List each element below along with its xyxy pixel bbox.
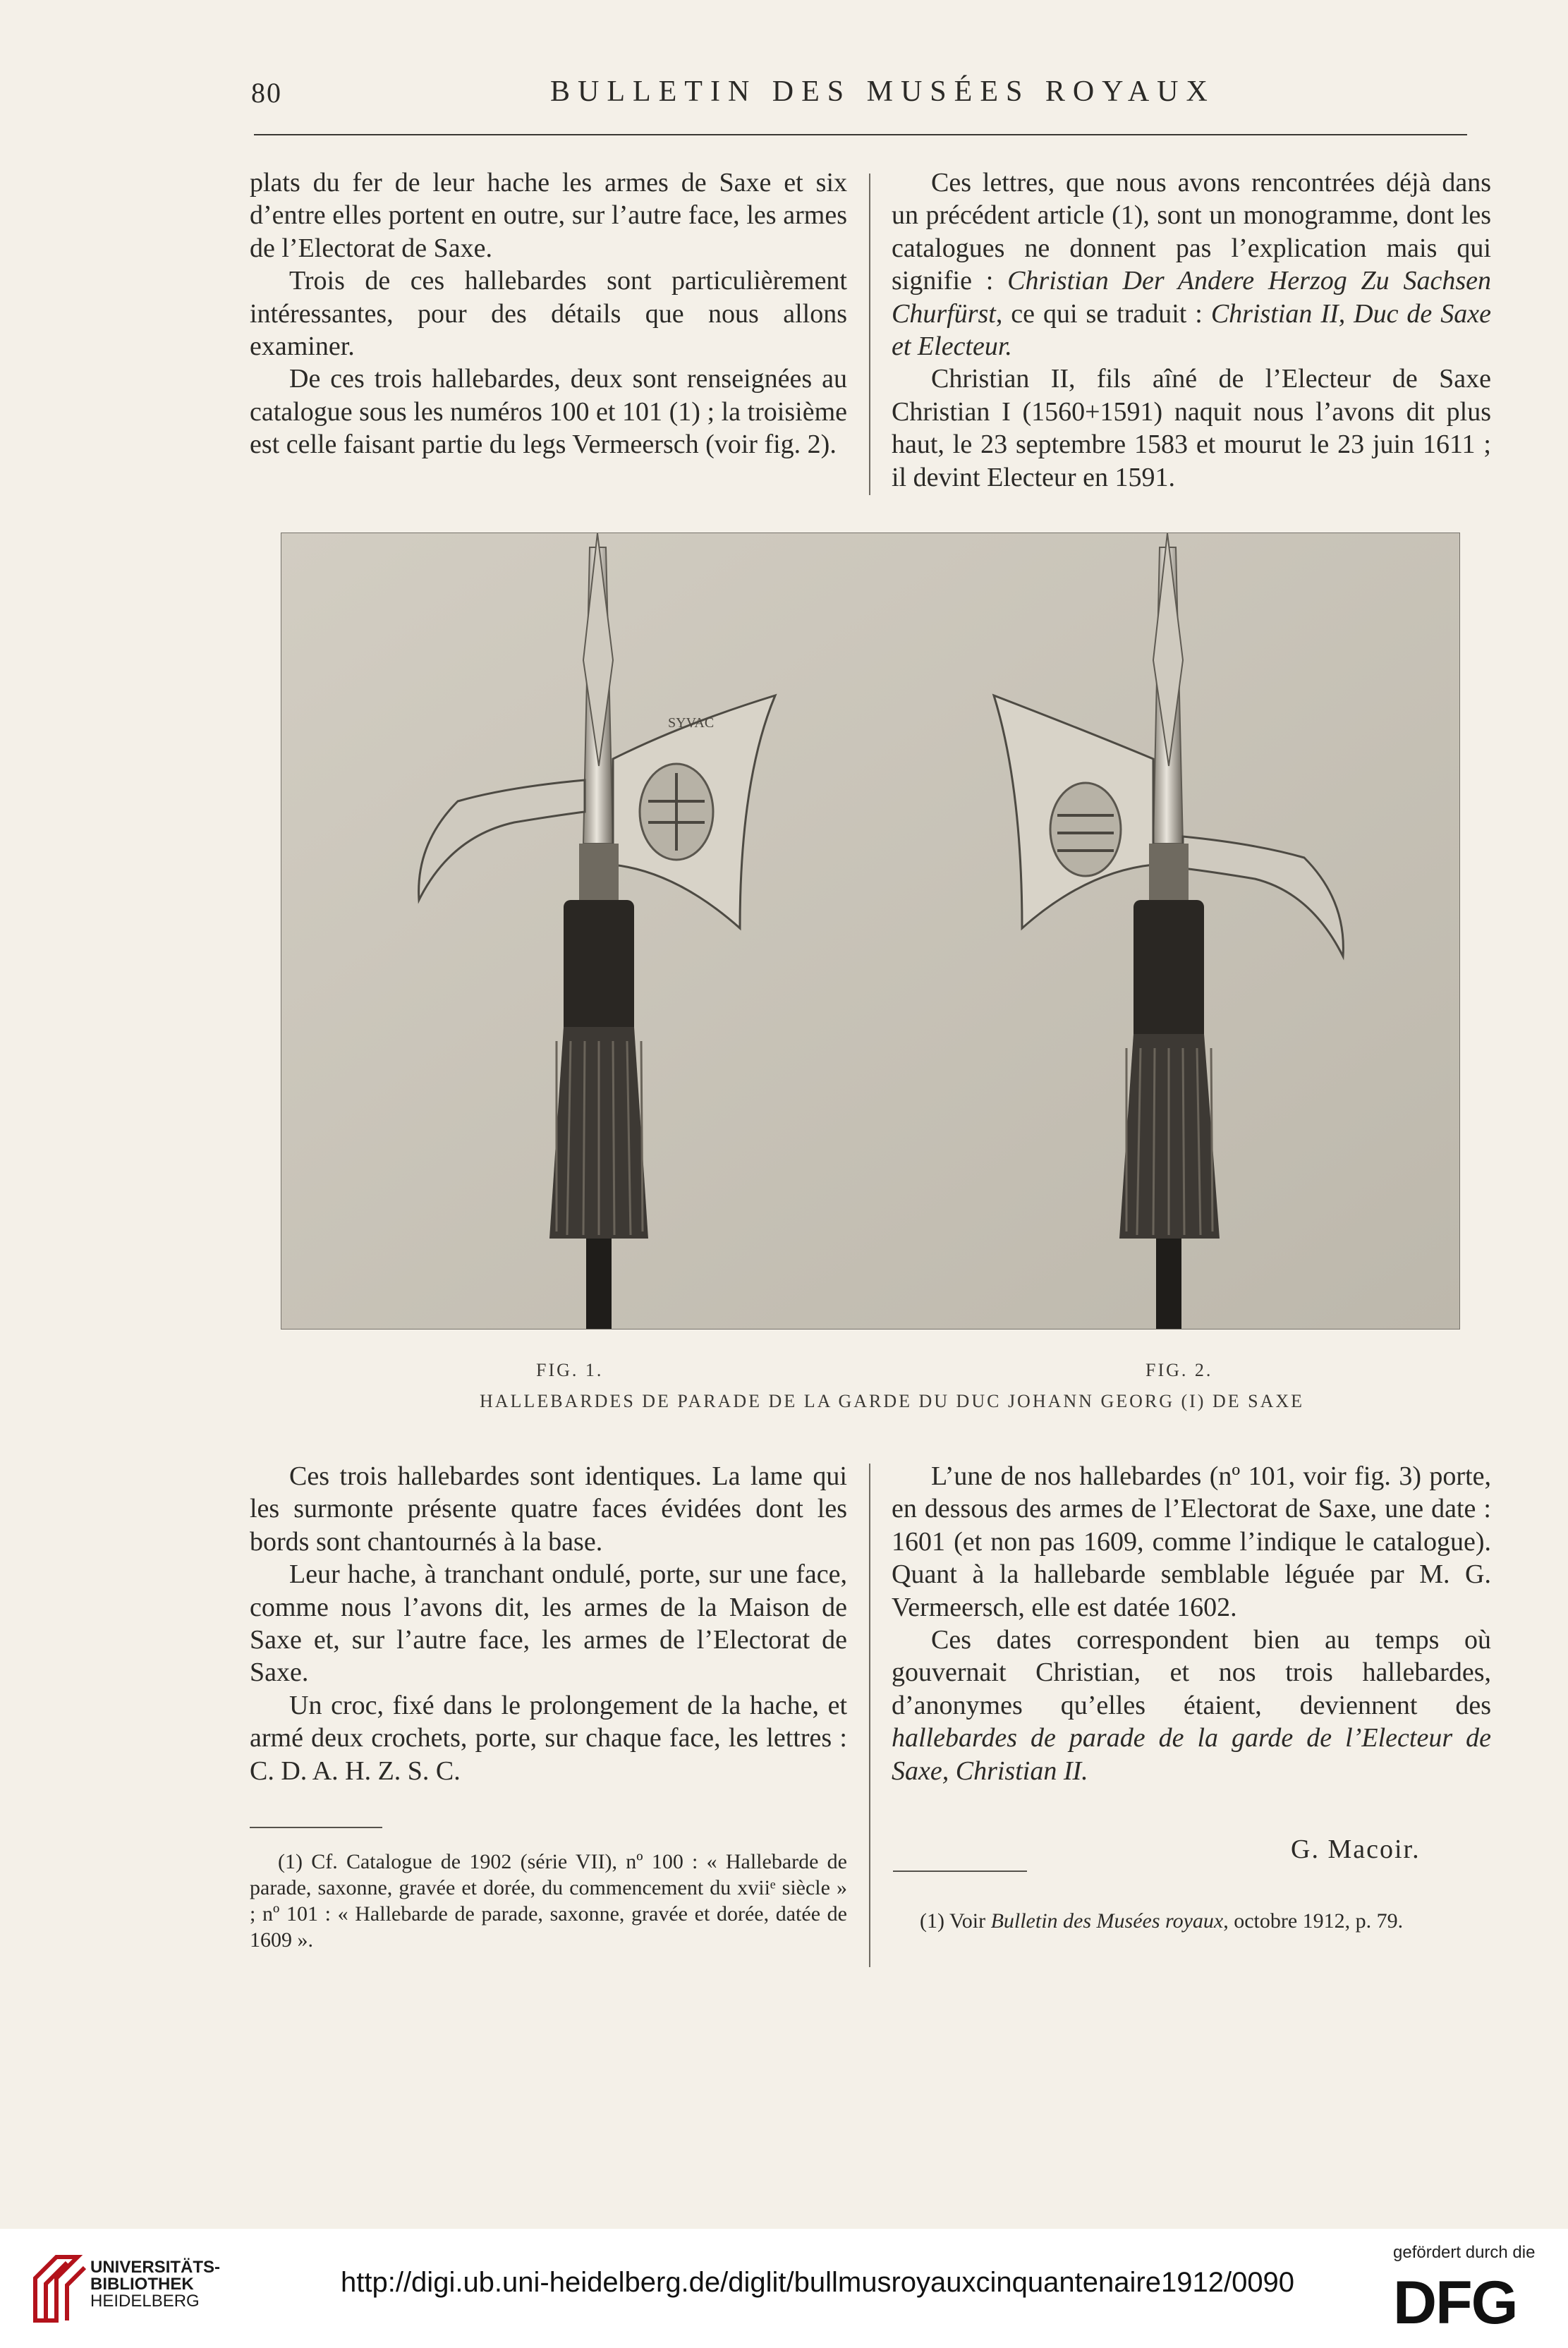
engraving-letters: SYVAC [668,715,715,731]
paragraph [892,166,1491,363]
library-line: HEIDELBERG [90,2292,200,2311]
italic-run: hallebardes de parade de la garde de l’Electeur de Saxe, Christian II. [892,1723,1491,1786]
halberds-photograph [281,533,1460,1330]
author-signature: G. Macoir. [1291,1835,1421,1864]
text-run: (1) Voir [920,1909,991,1933]
paragraph [892,1624,1491,1787]
fig2-label: FIG. 2. [1145,1360,1213,1380]
italic-run: Christian Der Andere Herzog Zu Sachsen Churfürst [892,266,1491,329]
paragraph: Trois de ces hallebardes sont particulièrement intéressantes, pour des détails que nous allons examiner. [250,266,847,362]
text-run: , octobre 1912, p. 79. [1223,1909,1404,1933]
column-rule [869,174,870,495]
paragraph: Ces trois hallebardes sont identiques. La lame qui les surmonte présente quatre faces évidées dont les bords sont chantournés à la base. [250,1461,847,1557]
library-name [90,2259,220,2310]
library-logo-icon [28,2250,92,2328]
paragraph: Leur hache, à tranchant ondulé, porte, sur une face, comme nous l’avons dit, les armes de la Maison de Saxe et, sur l’autre face, les armes de l’Electorat de Saxe. [250,1559,847,1688]
footnote-rule [893,1871,1027,1872]
text-run: , ce qui se traduit : [995,298,1211,329]
dfg-logo: DFG [1393,2269,1517,2337]
paragraph: Un croc, fixé dans le prolongement de la hache, et armé deux crochets, porte, sur chaque face, les lettres : C. D. A. H. Z. S. C. [250,1690,847,1786]
funding-note: gefördert durch die [1393,2243,1536,2262]
footnote-right [892,1908,1491,1934]
footnote-left [250,1849,847,1953]
text-run: Ces dates correspondent bien au temps où gouvernait Christian, et nos trois hallebardes, d’anonymes qu’elles étaient, deviennent des [892,1625,1491,1720]
fig1-label: FIG. 1. [536,1360,604,1380]
footnote-text [892,1908,1491,1934]
library-line: UNIVERSITÄTS- [90,2258,221,2277]
figure-caption: HALLEBARDES DE PARADE DE LA GARDE DU DUC JOHANN GEORG (I) DE SAXE [480,1391,1305,1411]
bottom-right-column [892,1460,1491,1787]
italic-run: Christian II, Duc de Saxe et Electeur. [892,298,1492,362]
footnote-rule [250,1827,382,1828]
header-rule [254,134,1467,135]
bottom-left-column [250,1460,847,1787]
footnote-text: (1) Cf. Catalogue de 1902 (série VII), nº 100 : « Hallebarde de parade, saxonne, gravée et dorée, du commencement du xviiᵉ siècle » ; nº 101 : « Hallebarde de parade, saxonne, gravée et dorée, datée de 1609 ». [250,1850,847,1952]
library-line: BIBLIOTHEK [90,2275,194,2294]
halberds-illustration [281,533,1459,1329]
paragraph: De ces trois hallebardes, deux sont renseignées au catalogue sous les numéros 100 et 101 (1) ; la troisième est celle faisant partie du legs Vermeersch (voir fig. 2). [250,364,847,460]
column-rule [869,1464,870,1967]
top-right-column [892,166,1491,494]
source-url-link[interactable]: http://digi.ub.uni-heidelberg.de/diglit/bullmusroyauxcinquantenaire1912/0090 [341,2267,1295,2298]
paragraph: L’une de nos hallebardes (nº 101, voir fig. 3) porte, en dessous des armes de l’Electorat de Saxe, une date : 1601 (et non pas 1609, comme l’indique le catalogue). Quant à la hallebarde semblable léguée par M. G. Vermeersch, elle est datée 1602. [892,1461,1491,1622]
top-left-column [250,166,847,461]
page-number: 80 [251,77,282,109]
running-title: BULLETIN DES MUSÉES ROYAUX [550,75,1215,108]
text-run: Ces lettres, que nous avons rencontrées déjà dans un précédent article (1), sont un monogramme, dont les catalogues ne donnent pas l’explication mais qui signifie : [892,168,1491,296]
paragraph: plats du fer de leur hache les armes de Saxe et six d’entre elles portent en outre, sur l’autre face, les armes de l’Electorat de Saxe. [250,168,847,263]
italic-run: Bulletin des Musées royaux [990,1909,1224,1933]
paragraph: Christian II, fils aîné de l’Electeur de Saxe Christian I (1560+1591) naquit nous l’avons dit plus haut, le 23 septembre 1583 et mourut le 23 juin 1611 ; il devint Electeur en 1591. [892,364,1491,492]
